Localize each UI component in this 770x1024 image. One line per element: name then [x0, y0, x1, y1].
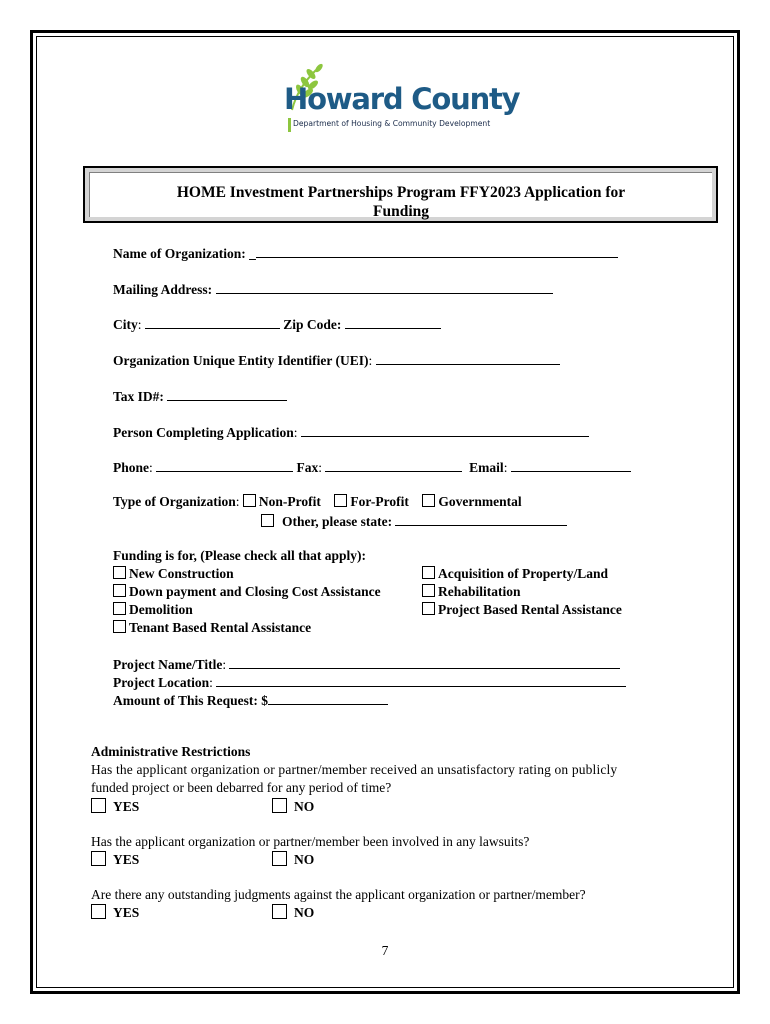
- org-type-row: Type of Organization: Non-Profit For-Profit Governmental: [113, 494, 522, 509]
- question-2-no: [272, 851, 314, 868]
- q2-no-label: NO: [294, 852, 315, 867]
- other-org-label: Other, please state:: [282, 514, 393, 529]
- other-org-checkbox[interactable]: [261, 514, 274, 527]
- contact-row: Phone: Fax: Email:: [113, 459, 631, 476]
- zip-label: Zip Code:: [283, 317, 342, 332]
- form-title-box: [83, 166, 718, 223]
- logo-title: Howard County: [284, 82, 520, 116]
- project-name-label: Project Name/Title: [113, 657, 223, 672]
- demolition-label: Demolition: [129, 602, 193, 617]
- mailing-address-label: Mailing Address:: [113, 282, 213, 297]
- project-location-row: Project Location:: [113, 674, 626, 691]
- org-type-other-row: [261, 513, 567, 530]
- fax-label: Fax: [296, 460, 319, 475]
- funding-project-based: [422, 602, 622, 618]
- project-based-label: Project Based Rental Assistance: [438, 602, 622, 617]
- org-name-field[interactable]: [256, 245, 618, 258]
- question-2: Has the applicant organization or partner/member been involved in any lawsuits?: [91, 834, 530, 849]
- tax-id-row: [113, 388, 287, 405]
- amount-label: Amount of This Request: [113, 693, 254, 708]
- q1-yes-label: YES: [113, 799, 140, 814]
- q3-yes-checkbox[interactable]: [91, 904, 106, 919]
- project-based-checkbox[interactable]: [422, 602, 435, 615]
- tenant-based-checkbox[interactable]: [113, 620, 126, 633]
- funding-new-construction: [113, 566, 234, 582]
- person-row: Person Completing Application:: [113, 424, 589, 441]
- governmental-checkbox[interactable]: [422, 494, 435, 507]
- rehabilitation-label: Rehabilitation: [438, 584, 521, 599]
- email-field[interactable]: [511, 459, 631, 472]
- q1-no-label: NO: [294, 799, 315, 814]
- tax-id-field[interactable]: [167, 388, 287, 401]
- fax-field[interactable]: [325, 459, 462, 472]
- question-1-line2: funded project or been debarred for any period of time?: [91, 780, 392, 795]
- org-name-label: Name of Organization: _: [113, 246, 256, 261]
- project-name-row: Project Name/Title:: [113, 656, 620, 673]
- form-title: [90, 183, 712, 221]
- funding-acquisition: [422, 566, 608, 582]
- question-1-answers: [91, 798, 139, 815]
- email-label: Email: [469, 460, 504, 475]
- org-name-row: [113, 245, 618, 262]
- rehabilitation-checkbox[interactable]: [422, 584, 435, 597]
- tenant-based-label: Tenant Based Rental Assistance: [129, 620, 312, 635]
- uei-field[interactable]: [376, 352, 560, 365]
- governmental-label: Governmental: [438, 494, 522, 509]
- funding-tenant-based: [113, 620, 311, 636]
- funding-demolition: [113, 602, 193, 618]
- mailing-address-field[interactable]: [216, 281, 553, 294]
- q1-no-checkbox[interactable]: [272, 798, 287, 813]
- question-2-yes: [91, 851, 139, 868]
- uei-row: Organization Unique Entity Identifier (UEI):: [113, 352, 560, 369]
- question-3-yes: [91, 904, 139, 921]
- other-org-field[interactable]: [395, 513, 567, 526]
- q1-yes-checkbox[interactable]: [91, 798, 106, 813]
- amount-currency: : $: [253, 693, 269, 708]
- phone-field[interactable]: [156, 459, 293, 472]
- city-field[interactable]: [145, 316, 280, 329]
- question-1-line1: Has the applicant organization or partner/member received an unsatisfactory rating on publicly: [91, 762, 618, 777]
- question-1-no: [272, 798, 314, 815]
- project-location-field[interactable]: [216, 674, 626, 687]
- city-zip-row: City: Zip Code:: [113, 316, 441, 333]
- demolition-checkbox[interactable]: [113, 602, 126, 615]
- down-payment-label: Down payment and Closing Cost Assistance: [129, 584, 381, 599]
- q3-no-checkbox[interactable]: [272, 904, 287, 919]
- zip-field[interactable]: [345, 316, 441, 329]
- person-label: Person Completing Application: [113, 425, 294, 440]
- for-profit-label: For-Profit: [350, 494, 409, 509]
- non-profit-checkbox[interactable]: [243, 494, 256, 507]
- project-name-field[interactable]: [229, 656, 620, 669]
- project-location-label: Project Location: [113, 675, 210, 690]
- q2-no-checkbox[interactable]: [272, 851, 287, 866]
- new-construction-checkbox[interactable]: [113, 566, 126, 579]
- logo-subtitle: Department of Housing & Community Development: [293, 119, 491, 128]
- mailing-address-row: [113, 281, 553, 298]
- person-field[interactable]: [301, 424, 589, 437]
- acquisition-label: Acquisition of Property/Land: [438, 566, 609, 581]
- q3-no-label: NO: [294, 905, 315, 920]
- q3-yes-label: YES: [113, 905, 140, 920]
- phone-label: Phone: [113, 460, 150, 475]
- page-number: 7: [381, 943, 389, 958]
- non-profit-label: Non-Profit: [258, 494, 321, 509]
- howard-county-logo: [278, 60, 528, 132]
- down-payment-checkbox[interactable]: [113, 584, 126, 597]
- admin-heading: Administrative Restrictions: [91, 744, 251, 759]
- question-3: Are there any outstanding judgments against the applicant organization or partner/member?: [91, 887, 586, 902]
- q2-yes-label: YES: [113, 852, 140, 867]
- new-construction-label: New Construction: [129, 566, 234, 581]
- funding-rehabilitation: [422, 584, 521, 600]
- funding-down-payment: [113, 584, 381, 600]
- form-title-line1: HOME Investment Partnerships Program FFY2023 Application for: [176, 184, 626, 201]
- logo-accent-bar: [288, 118, 291, 132]
- q2-yes-checkbox[interactable]: [91, 851, 106, 866]
- for-profit-checkbox[interactable]: [334, 494, 347, 507]
- tax-id-label: Tax ID#:: [113, 389, 164, 404]
- form-title-line2: Funding: [372, 203, 429, 220]
- amount-field[interactable]: [268, 692, 388, 705]
- question-3-no: [272, 904, 314, 921]
- amount-row: [113, 692, 388, 709]
- org-type-label: Type of Organization: [113, 494, 236, 509]
- acquisition-checkbox[interactable]: [422, 566, 435, 579]
- uei-label: Organization Unique Entity Identifier (UEI): [113, 353, 369, 368]
- funding-heading: Funding is for, (Please check all that apply):: [113, 548, 367, 563]
- city-label: City: [113, 317, 138, 332]
